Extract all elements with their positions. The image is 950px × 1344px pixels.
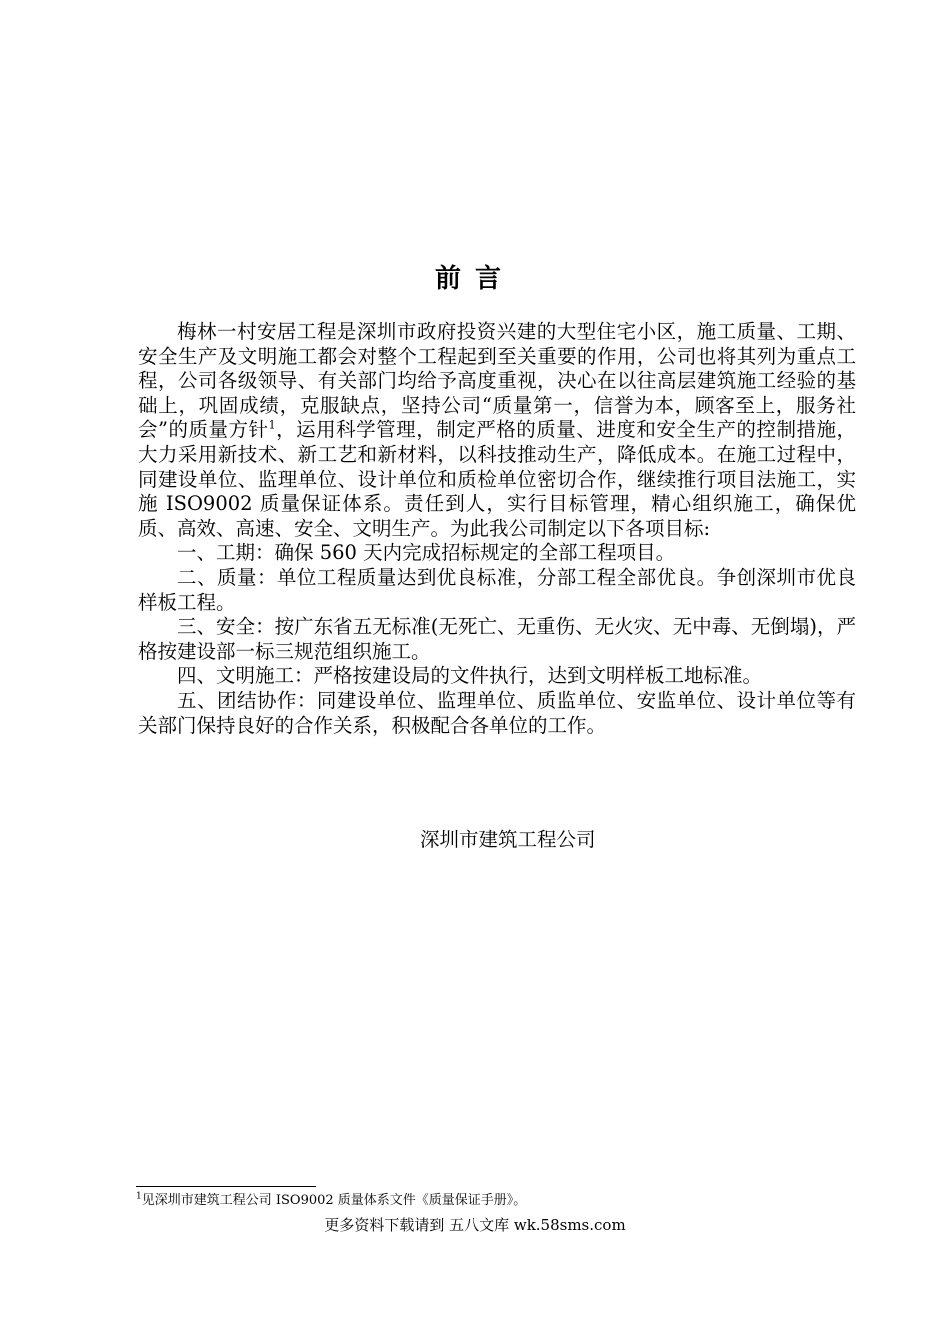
- goal-schedule: 一、工期：确保 560 天内完成招标规定的全部工程项目。: [177, 541, 676, 565]
- goal-quality: 二、质量：单位工程质量达到优良标准，分部工程全部优良。争创深圳市优良样板工程。: [138, 565, 856, 614]
- goal-civilized-construction: 四、文明施工：严格按建设局的文件执行，达到文明样板工地标准。: [177, 664, 763, 688]
- intro-text-continued: ，运用科学管理，制定严格的质量、进度和安全生产的控制措施，大力采用新技术、新工艺和新材料，以科技推动生产，降低成本。在施工过程中，同建设单位、监理单位、设计单位和质检单位密切合作，继续推行项目法施工，实施 ISO9002 质量保证体系。责任到人，实行目标管理，精心组织施工，确保优质、高效、高速、安全、文明生产。为此我公司制定以下各项目标:: [138, 418, 856, 540]
- document-body: [138, 320, 856, 738]
- goal-cooperation: 五、团结协作：同建设单位、监理单位、质监单位、安监单位、设计单位等有关部门保持良好的合作关系，积极配合各单位的工作。: [138, 688, 856, 737]
- footnote: [136, 1192, 526, 1210]
- company-signature: 深圳市建筑工程公司: [420, 828, 596, 851]
- page-title: 前言: [434, 264, 515, 294]
- page-footer: 更多资料下载请到 五八文库 wk.58sms.com: [324, 1216, 626, 1234]
- goal-safety: 三、安全：按广东省五无标准(无死亡、无重伤、无火灾、无中毒、无倒塌)，严格按建设部一标三规范组织施工。: [138, 615, 856, 663]
- footnote-reference[interactable]: 1: [268, 418, 276, 432]
- intro-text: 梅林一村安居工程是深圳市政府投资兴建的大型住宅小区，施工质量、工期、安全生产及文明施工都会对整个工程起到至关重要的作用，公司也将其列为重点工程，公司各级领导、有关部门均给予高度重视，决心在以往高层建筑施工经验的基础上，巩固成绩，克服缺点，坚持公司“质量第一，信誉为本，顾客至上，服务社会”的质量方针: [138, 320, 856, 442]
- intro-paragraph: [138, 320, 856, 541]
- footnote-text: 见深圳市建筑工程公司 ISO9002 质量体系文件《质量保证手册》。: [141, 1193, 527, 1208]
- footnote-divider: [136, 1186, 316, 1187]
- footnote-mark: 1: [136, 1191, 142, 1202]
